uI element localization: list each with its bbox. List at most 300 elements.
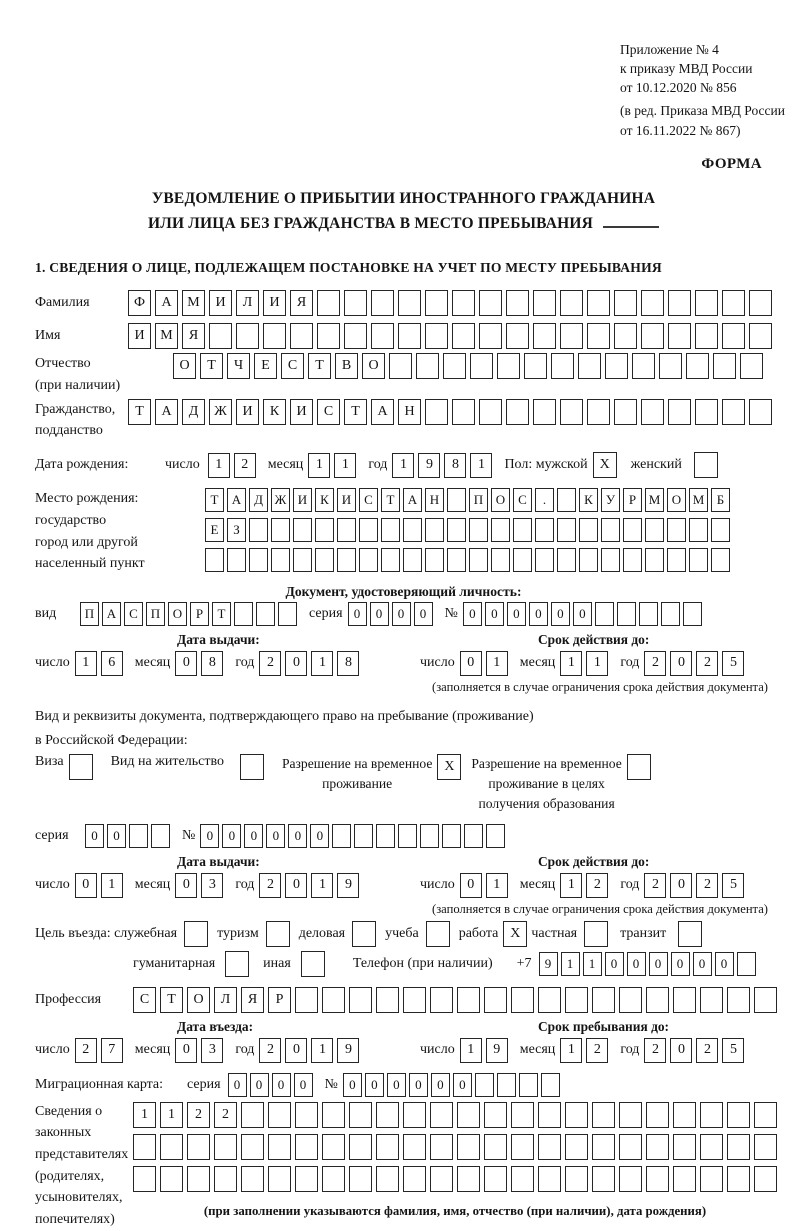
form-cell[interactable]: 0 (294, 1073, 313, 1097)
form-cell[interactable] (560, 290, 583, 316)
form-cell[interactable] (695, 290, 718, 316)
form-cell[interactable] (727, 1134, 750, 1160)
form-cell[interactable]: С (133, 987, 156, 1013)
form-cell[interactable]: Ч (227, 353, 250, 379)
form-cell[interactable]: 1 (311, 1038, 333, 1063)
form-cell[interactable] (689, 518, 708, 542)
form-cell[interactable] (349, 1134, 372, 1160)
form-cell[interactable]: Е (205, 518, 224, 542)
form-cell[interactable]: И (236, 399, 259, 425)
form-cell[interactable] (511, 987, 534, 1013)
form-cell[interactable] (452, 290, 475, 316)
form-cell[interactable]: 0 (75, 873, 97, 898)
form-cell[interactable] (592, 1166, 615, 1192)
form-cell[interactable]: 0 (671, 952, 690, 976)
purpose-humanitarian-checkbox[interactable] (225, 951, 249, 977)
form-cell[interactable] (187, 1166, 210, 1192)
form-cell[interactable] (268, 1166, 291, 1192)
form-cell[interactable] (349, 1102, 372, 1128)
form-cell[interactable]: Ф (128, 290, 151, 316)
form-cell[interactable] (249, 548, 268, 572)
form-cell[interactable] (511, 1134, 534, 1160)
sex-male-checkbox[interactable]: X (593, 452, 617, 478)
form-cell[interactable] (538, 1102, 561, 1128)
form-cell[interactable] (646, 1134, 669, 1160)
form-cell[interactable] (479, 399, 502, 425)
form-cell[interactable] (403, 1102, 426, 1128)
form-cell[interactable] (256, 602, 275, 626)
form-cell[interactable] (133, 1166, 156, 1192)
form-cell[interactable] (661, 602, 680, 626)
form-cell[interactable] (560, 399, 583, 425)
form-cell[interactable] (592, 1134, 615, 1160)
form-cell[interactable] (315, 518, 334, 542)
form-cell[interactable] (359, 518, 378, 542)
form-cell[interactable] (646, 987, 669, 1013)
form-cell[interactable] (619, 987, 642, 1013)
form-cell[interactable] (497, 353, 520, 379)
form-cell[interactable]: 0 (605, 952, 624, 976)
form-cell[interactable] (315, 548, 334, 572)
form-cell[interactable]: 1 (308, 453, 330, 478)
form-cell[interactable]: 5 (722, 1038, 744, 1063)
form-cell[interactable]: 1 (208, 453, 230, 478)
form-cell[interactable] (290, 323, 313, 349)
form-cell[interactable] (475, 1073, 494, 1097)
form-cell[interactable]: 1 (560, 1038, 582, 1063)
form-cell[interactable]: 1 (311, 873, 333, 898)
form-cell[interactable]: . (535, 488, 554, 512)
form-cell[interactable] (337, 548, 356, 572)
form-cell[interactable]: Р (623, 488, 642, 512)
form-cell[interactable]: 0 (365, 1073, 384, 1097)
form-cell[interactable] (241, 1134, 264, 1160)
form-cell[interactable]: 1 (486, 651, 508, 676)
form-cell[interactable] (470, 353, 493, 379)
form-cell[interactable] (605, 353, 628, 379)
form-cell[interactable] (457, 987, 480, 1013)
form-cell[interactable]: А (155, 399, 178, 425)
form-cell[interactable] (646, 1166, 669, 1192)
form-cell[interactable] (579, 548, 598, 572)
form-cell[interactable]: Я (290, 290, 313, 316)
form-cell[interactable]: К (263, 399, 286, 425)
form-cell[interactable] (349, 987, 372, 1013)
form-cell[interactable]: И (263, 290, 286, 316)
form-cell[interactable] (645, 548, 664, 572)
form-cell[interactable]: Я (241, 987, 264, 1013)
form-cell[interactable]: О (173, 353, 196, 379)
form-cell[interactable]: А (102, 602, 121, 626)
form-cell[interactable] (557, 548, 576, 572)
form-cell[interactable] (668, 323, 691, 349)
form-cell[interactable]: 0 (285, 873, 307, 898)
form-cell[interactable] (234, 602, 253, 626)
form-cell[interactable] (541, 1073, 560, 1097)
form-cell[interactable] (420, 824, 439, 848)
form-cell[interactable] (425, 323, 448, 349)
form-cell[interactable] (668, 290, 691, 316)
form-cell[interactable]: Л (214, 987, 237, 1013)
form-cell[interactable]: У (601, 488, 620, 512)
form-cell[interactable] (513, 518, 532, 542)
form-cell[interactable]: 8 (337, 651, 359, 676)
form-cell[interactable]: О (187, 987, 210, 1013)
form-cell[interactable]: 0 (409, 1073, 428, 1097)
form-cell[interactable] (722, 290, 745, 316)
form-cell[interactable]: 3 (201, 873, 223, 898)
form-cell[interactable] (617, 602, 636, 626)
form-cell[interactable]: Н (398, 399, 421, 425)
form-cell[interactable] (497, 1073, 516, 1097)
form-cell[interactable]: 1 (311, 651, 333, 676)
form-cell[interactable] (727, 987, 750, 1013)
form-cell[interactable]: 0 (551, 602, 570, 626)
form-cell[interactable] (686, 353, 709, 379)
form-cell[interactable] (322, 987, 345, 1013)
form-cell[interactable]: И (337, 488, 356, 512)
form-cell[interactable]: Д (249, 488, 268, 512)
form-cell[interactable]: 0 (288, 824, 307, 848)
form-cell[interactable]: 0 (431, 1073, 450, 1097)
form-cell[interactable] (711, 518, 730, 542)
form-cell[interactable]: 1 (486, 873, 508, 898)
form-cell[interactable]: Т (308, 353, 331, 379)
form-cell[interactable] (268, 1102, 291, 1128)
form-cell[interactable]: Т (205, 488, 224, 512)
form-cell[interactable]: А (371, 399, 394, 425)
form-cell[interactable]: 0 (85, 824, 104, 848)
form-cell[interactable] (506, 399, 529, 425)
form-cell[interactable] (295, 1134, 318, 1160)
purpose-transit-checkbox[interactable] (678, 921, 702, 947)
form-cell[interactable]: 2 (586, 873, 608, 898)
form-cell[interactable]: 0 (460, 873, 482, 898)
form-cell[interactable]: Н (425, 488, 444, 512)
form-cell[interactable]: 0 (485, 602, 504, 626)
form-cell[interactable] (623, 548, 642, 572)
form-cell[interactable] (695, 323, 718, 349)
form-cell[interactable] (403, 1134, 426, 1160)
form-cell[interactable] (565, 1102, 588, 1128)
form-cell[interactable] (533, 290, 556, 316)
form-cell[interactable] (619, 1134, 642, 1160)
form-cell[interactable] (700, 987, 723, 1013)
form-cell[interactable] (160, 1166, 183, 1192)
form-cell[interactable]: 1 (586, 651, 608, 676)
form-cell[interactable] (749, 323, 772, 349)
form-cell[interactable] (271, 548, 290, 572)
form-cell[interactable] (641, 323, 664, 349)
form-cell[interactable] (695, 399, 718, 425)
form-cell[interactable]: 0 (222, 824, 241, 848)
form-cell[interactable] (443, 353, 466, 379)
form-cell[interactable] (376, 824, 395, 848)
form-cell[interactable]: 0 (228, 1073, 247, 1097)
form-cell[interactable]: 8 (444, 453, 466, 478)
form-cell[interactable] (754, 1134, 777, 1160)
form-cell[interactable] (403, 548, 422, 572)
form-cell[interactable]: 2 (696, 651, 718, 676)
form-cell[interactable] (557, 518, 576, 542)
form-cell[interactable]: 0 (529, 602, 548, 626)
form-cell[interactable] (713, 353, 736, 379)
form-cell[interactable] (711, 548, 730, 572)
form-cell[interactable]: 0 (200, 824, 219, 848)
form-cell[interactable]: 1 (560, 651, 582, 676)
form-cell[interactable]: А (155, 290, 178, 316)
purpose-business-checkbox[interactable] (352, 921, 376, 947)
form-cell[interactable]: 0 (715, 952, 734, 976)
form-cell[interactable]: С (513, 488, 532, 512)
form-cell[interactable] (227, 548, 246, 572)
form-cell[interactable] (619, 1102, 642, 1128)
form-cell[interactable] (430, 1134, 453, 1160)
form-cell[interactable]: 1 (560, 873, 582, 898)
form-cell[interactable] (506, 290, 529, 316)
form-cell[interactable]: Ж (209, 399, 232, 425)
form-cell[interactable]: 2 (696, 873, 718, 898)
form-cell[interactable] (535, 518, 554, 542)
form-cell[interactable]: 9 (539, 952, 558, 976)
form-cell[interactable] (322, 1102, 345, 1128)
form-cell[interactable]: 1 (133, 1102, 156, 1128)
form-cell[interactable]: 0 (285, 1038, 307, 1063)
form-cell[interactable] (268, 1134, 291, 1160)
form-cell[interactable] (749, 290, 772, 316)
form-cell[interactable]: М (689, 488, 708, 512)
form-cell[interactable] (278, 602, 297, 626)
form-cell[interactable] (513, 548, 532, 572)
form-cell[interactable] (359, 548, 378, 572)
form-cell[interactable] (727, 1102, 750, 1128)
form-cell[interactable] (639, 602, 658, 626)
form-cell[interactable] (592, 1102, 615, 1128)
form-cell[interactable] (209, 323, 232, 349)
form-cell[interactable] (557, 488, 576, 512)
form-cell[interactable]: Т (212, 602, 231, 626)
form-cell[interactable]: 7 (101, 1038, 123, 1063)
form-cell[interactable] (376, 1102, 399, 1128)
form-cell[interactable] (754, 1166, 777, 1192)
form-cell[interactable]: 2 (586, 1038, 608, 1063)
form-cell[interactable] (381, 518, 400, 542)
form-cell[interactable] (632, 353, 655, 379)
form-cell[interactable]: И (128, 323, 151, 349)
form-cell[interactable]: 0 (460, 651, 482, 676)
form-cell[interactable] (151, 824, 170, 848)
form-cell[interactable] (241, 1166, 264, 1192)
form-cell[interactable]: 1 (460, 1038, 482, 1063)
form-cell[interactable]: Т (381, 488, 400, 512)
form-cell[interactable] (332, 824, 351, 848)
purpose-study-checkbox[interactable] (426, 921, 450, 947)
form-cell[interactable]: О (491, 488, 510, 512)
form-cell[interactable]: 0 (370, 602, 389, 626)
form-cell[interactable]: 2 (214, 1102, 237, 1128)
form-cell[interactable] (673, 1134, 696, 1160)
form-cell[interactable] (452, 399, 475, 425)
form-cell[interactable]: 2 (187, 1102, 210, 1128)
form-cell[interactable]: С (281, 353, 304, 379)
form-cell[interactable] (587, 290, 610, 316)
form-cell[interactable] (673, 1102, 696, 1128)
form-cell[interactable] (506, 323, 529, 349)
form-cell[interactable]: 2 (696, 1038, 718, 1063)
purpose-work-checkbox[interactable]: X (503, 921, 527, 947)
form-cell[interactable]: К (315, 488, 334, 512)
form-cell[interactable] (511, 1166, 534, 1192)
form-cell[interactable] (389, 353, 412, 379)
form-cell[interactable] (727, 1166, 750, 1192)
form-cell[interactable] (371, 290, 394, 316)
form-cell[interactable] (271, 518, 290, 542)
purpose-official-checkbox[interactable] (184, 921, 208, 947)
form-cell[interactable]: А (227, 488, 246, 512)
form-cell[interactable] (479, 290, 502, 316)
form-cell[interactable] (430, 1102, 453, 1128)
form-cell[interactable] (416, 353, 439, 379)
form-cell[interactable] (587, 323, 610, 349)
form-cell[interactable] (673, 987, 696, 1013)
form-cell[interactable] (491, 518, 510, 542)
form-cell[interactable]: 0 (463, 602, 482, 626)
form-cell[interactable] (538, 987, 561, 1013)
form-cell[interactable] (484, 1102, 507, 1128)
form-cell[interactable] (511, 1102, 534, 1128)
form-cell[interactable] (749, 399, 772, 425)
form-cell[interactable] (241, 1102, 264, 1128)
form-cell[interactable] (689, 548, 708, 572)
form-cell[interactable]: З (227, 518, 246, 542)
form-cell[interactable] (403, 518, 422, 542)
form-cell[interactable]: 9 (337, 873, 359, 898)
form-cell[interactable] (160, 1134, 183, 1160)
form-cell[interactable]: 9 (418, 453, 440, 478)
form-cell[interactable]: 0 (453, 1073, 472, 1097)
form-cell[interactable] (486, 824, 505, 848)
form-cell[interactable]: 0 (250, 1073, 269, 1097)
form-cell[interactable]: 0 (285, 651, 307, 676)
form-cell[interactable] (491, 548, 510, 572)
form-cell[interactable] (754, 987, 777, 1013)
form-cell[interactable]: 2 (644, 651, 666, 676)
form-cell[interactable]: 0 (175, 651, 197, 676)
form-cell[interactable] (317, 323, 340, 349)
form-cell[interactable]: 2 (259, 1038, 281, 1063)
form-cell[interactable] (700, 1134, 723, 1160)
form-cell[interactable] (376, 1134, 399, 1160)
form-cell[interactable] (578, 353, 601, 379)
form-cell[interactable]: 0 (693, 952, 712, 976)
form-cell[interactable]: Т (200, 353, 223, 379)
form-cell[interactable]: 5 (722, 873, 744, 898)
form-cell[interactable]: 0 (627, 952, 646, 976)
form-cell[interactable] (464, 824, 483, 848)
form-cell[interactable]: 8 (201, 651, 223, 676)
form-cell[interactable] (533, 399, 556, 425)
form-cell[interactable]: 0 (175, 1038, 197, 1063)
form-cell[interactable]: П (469, 488, 488, 512)
form-cell[interactable]: Ж (271, 488, 290, 512)
purpose-tourism-checkbox[interactable] (266, 921, 290, 947)
form-cell[interactable]: С (359, 488, 378, 512)
purpose-other-checkbox[interactable] (301, 951, 325, 977)
form-cell[interactable] (381, 548, 400, 572)
form-cell[interactable] (535, 548, 554, 572)
form-cell[interactable] (469, 518, 488, 542)
form-cell[interactable] (317, 290, 340, 316)
form-cell[interactable]: М (182, 290, 205, 316)
temp-permit-edu-checkbox[interactable] (627, 754, 651, 780)
form-cell[interactable] (452, 323, 475, 349)
form-cell[interactable] (214, 1166, 237, 1192)
form-cell[interactable]: Т (128, 399, 151, 425)
form-cell[interactable]: С (317, 399, 340, 425)
form-cell[interactable]: О (667, 488, 686, 512)
form-cell[interactable]: 2 (644, 1038, 666, 1063)
form-cell[interactable] (322, 1166, 345, 1192)
form-cell[interactable]: П (80, 602, 99, 626)
form-cell[interactable]: 1 (75, 651, 97, 676)
form-cell[interactable] (614, 323, 637, 349)
form-cell[interactable] (295, 1102, 318, 1128)
form-cell[interactable] (659, 353, 682, 379)
form-cell[interactable]: Т (160, 987, 183, 1013)
form-cell[interactable] (601, 548, 620, 572)
form-cell[interactable]: 1 (101, 873, 123, 898)
form-cell[interactable] (700, 1102, 723, 1128)
form-cell[interactable]: 1 (334, 453, 356, 478)
form-cell[interactable] (425, 399, 448, 425)
form-cell[interactable] (398, 323, 421, 349)
form-cell[interactable] (469, 548, 488, 572)
form-cell[interactable]: 1 (583, 952, 602, 976)
form-cell[interactable] (700, 1166, 723, 1192)
form-cell[interactable] (398, 290, 421, 316)
form-cell[interactable] (565, 1166, 588, 1192)
form-cell[interactable] (398, 824, 417, 848)
form-cell[interactable] (371, 323, 394, 349)
form-cell[interactable]: М (155, 323, 178, 349)
form-cell[interactable] (722, 323, 745, 349)
form-cell[interactable] (668, 399, 691, 425)
form-cell[interactable] (214, 1134, 237, 1160)
form-cell[interactable]: О (168, 602, 187, 626)
form-cell[interactable] (614, 399, 637, 425)
residence-permit-checkbox[interactable] (240, 754, 264, 780)
form-cell[interactable]: 2 (75, 1038, 97, 1063)
form-cell[interactable] (295, 987, 318, 1013)
form-cell[interactable] (354, 824, 373, 848)
form-cell[interactable] (740, 353, 763, 379)
form-cell[interactable] (646, 1102, 669, 1128)
form-cell[interactable]: 9 (486, 1038, 508, 1063)
form-cell[interactable] (614, 290, 637, 316)
form-cell[interactable] (565, 987, 588, 1013)
form-cell[interactable]: 0 (175, 873, 197, 898)
form-cell[interactable]: 1 (392, 453, 414, 478)
form-cell[interactable] (641, 399, 664, 425)
form-cell[interactable]: 1 (470, 453, 492, 478)
form-cell[interactable]: К (579, 488, 598, 512)
form-cell[interactable] (457, 1166, 480, 1192)
form-cell[interactable] (430, 987, 453, 1013)
form-cell[interactable]: Р (190, 602, 209, 626)
form-cell[interactable] (484, 1134, 507, 1160)
form-cell[interactable] (430, 1166, 453, 1192)
form-cell[interactable]: 2 (234, 453, 256, 478)
